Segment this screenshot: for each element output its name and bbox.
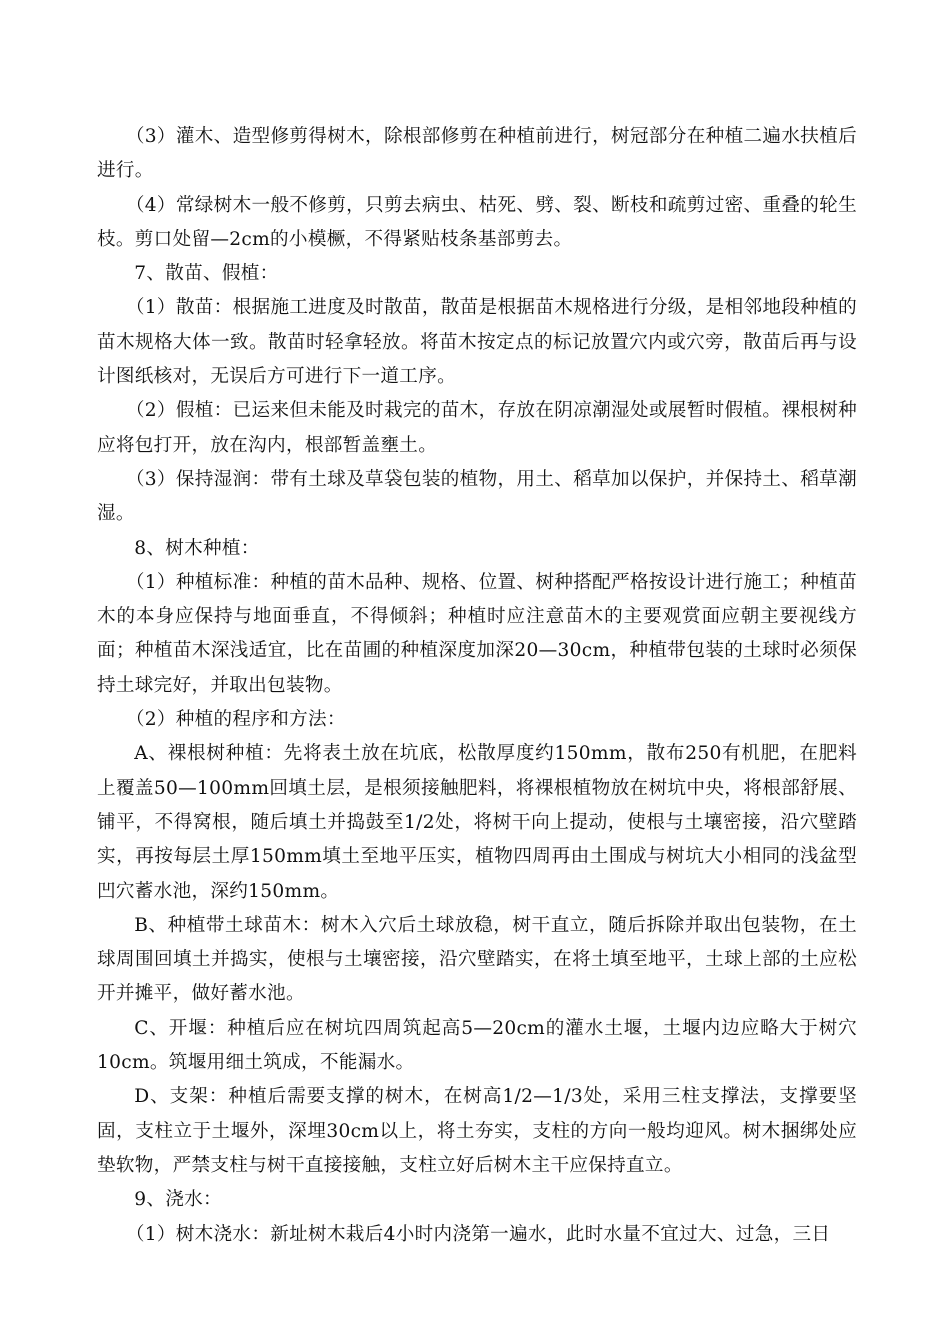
paragraph: （2）种植的程序和方法： [125,709,346,731]
paragraph: B、种植带土球苗木：树木入穴后土球放稳，树干直立，随后拆除并取出包装物，在土球周围回填土并捣实，使根与土壤密接，沿穴壁踏实，在将土填至地平，土球上部的土应松开并摊平，做好蓄水池。 [97,914,857,1005]
paragraph: （4）常绿树木一般不修剪，只剪去病虫、枯死、劈、裂、断枝和疏剪过密、重叠的轮生枝。剪口处留—2cm的小模橛，不得紧贴枝条基部剪去。 [97,194,857,250]
section-heading: 7、散苗、假植： [134,263,279,285]
paragraph: （3）保持湿润：带有土球及草袋包装的植物，用土、稻草加以保护，并保持土、稻草潮湿。 [97,468,857,525]
paragraph: C、开堰：种植后应在树坑四周筑起高5—20cm的灌水土堰，土堰内边应略大于树穴10cm。筑堰用细土筑成，不能漏水。 [97,1017,857,1074]
paragraph: （1）树木浇水：新址树木栽后4小时内浇第一遍水，此时水量不宜过大、过急，三日 [125,1223,831,1245]
section-heading: 8、树木种植： [134,537,260,559]
paragraph: （2）假植：已运来但未能及时栽完的苗木，存放在阴凉潮湿处或展暂时假植。裸根树种应将包打开，放在沟内，根部暂盖壅土。 [97,400,857,456]
document-body [97,120,857,1252]
paragraph: D、支架：种植后需要支撑的树木，在树高1/2—1/3处，采用三柱支撑法，支撑要坚固，支柱立于土堰外，深埋30cm以上，将土夯实，支柱的方向一般均迎风。树木捆绑处应垫软物，严禁支柱与树干直接接触，支柱立好后树木主干应保持直立。 [97,1086,857,1176]
paragraph: （3）灌木、造型修剪得树木，除根部修剪在种植前进行，树冠部分在种植二遍水扶植后进行。 [97,126,857,182]
paragraph: A、裸根树种植：先将表土放在坑底，松散厚度约150mm，散布250有机肥，在肥料上覆盖50—100mm回填土层，是根须接触肥料，将裸根植物放在树坑中央，将根部舒展、铺平，不得窝根，随后填土并捣鼓至1/2处，将树干向上提动，使根与土壤密接，沿穴壁踏实，再按每层土厚150mm填土至地平压实，植物四周再由土围成与树坑大小相同的浅盆型凹穴蓄水池，深约150mm。 [97,743,857,902]
paragraph: （1）散苗：根据施工进度及时散苗，散苗是根据苗木规格进行分级，是相邻地段种植的苗木规格大体一致。散苗时轻拿轻放。将苗木按定点的标记放置穴内或穴旁，散苗后再与设计图纸核对，无误后方可进行下一道工序。 [97,297,857,388]
paragraph: （1）种植标准：种植的苗木品种、规格、位置、树种搭配严格按设计进行施工；种植苗木的本身应保持与地面垂直，不得倾斜；种植时应注意苗木的主要观赏面应朝主要视线方面；种植苗木深浅适宜，比在苗圃的种植深度加深20—30cm，种植带包装的土球时必须保持土球完好，并取出包装物。 [97,571,857,696]
section-heading: 9、浇水： [134,1189,222,1211]
